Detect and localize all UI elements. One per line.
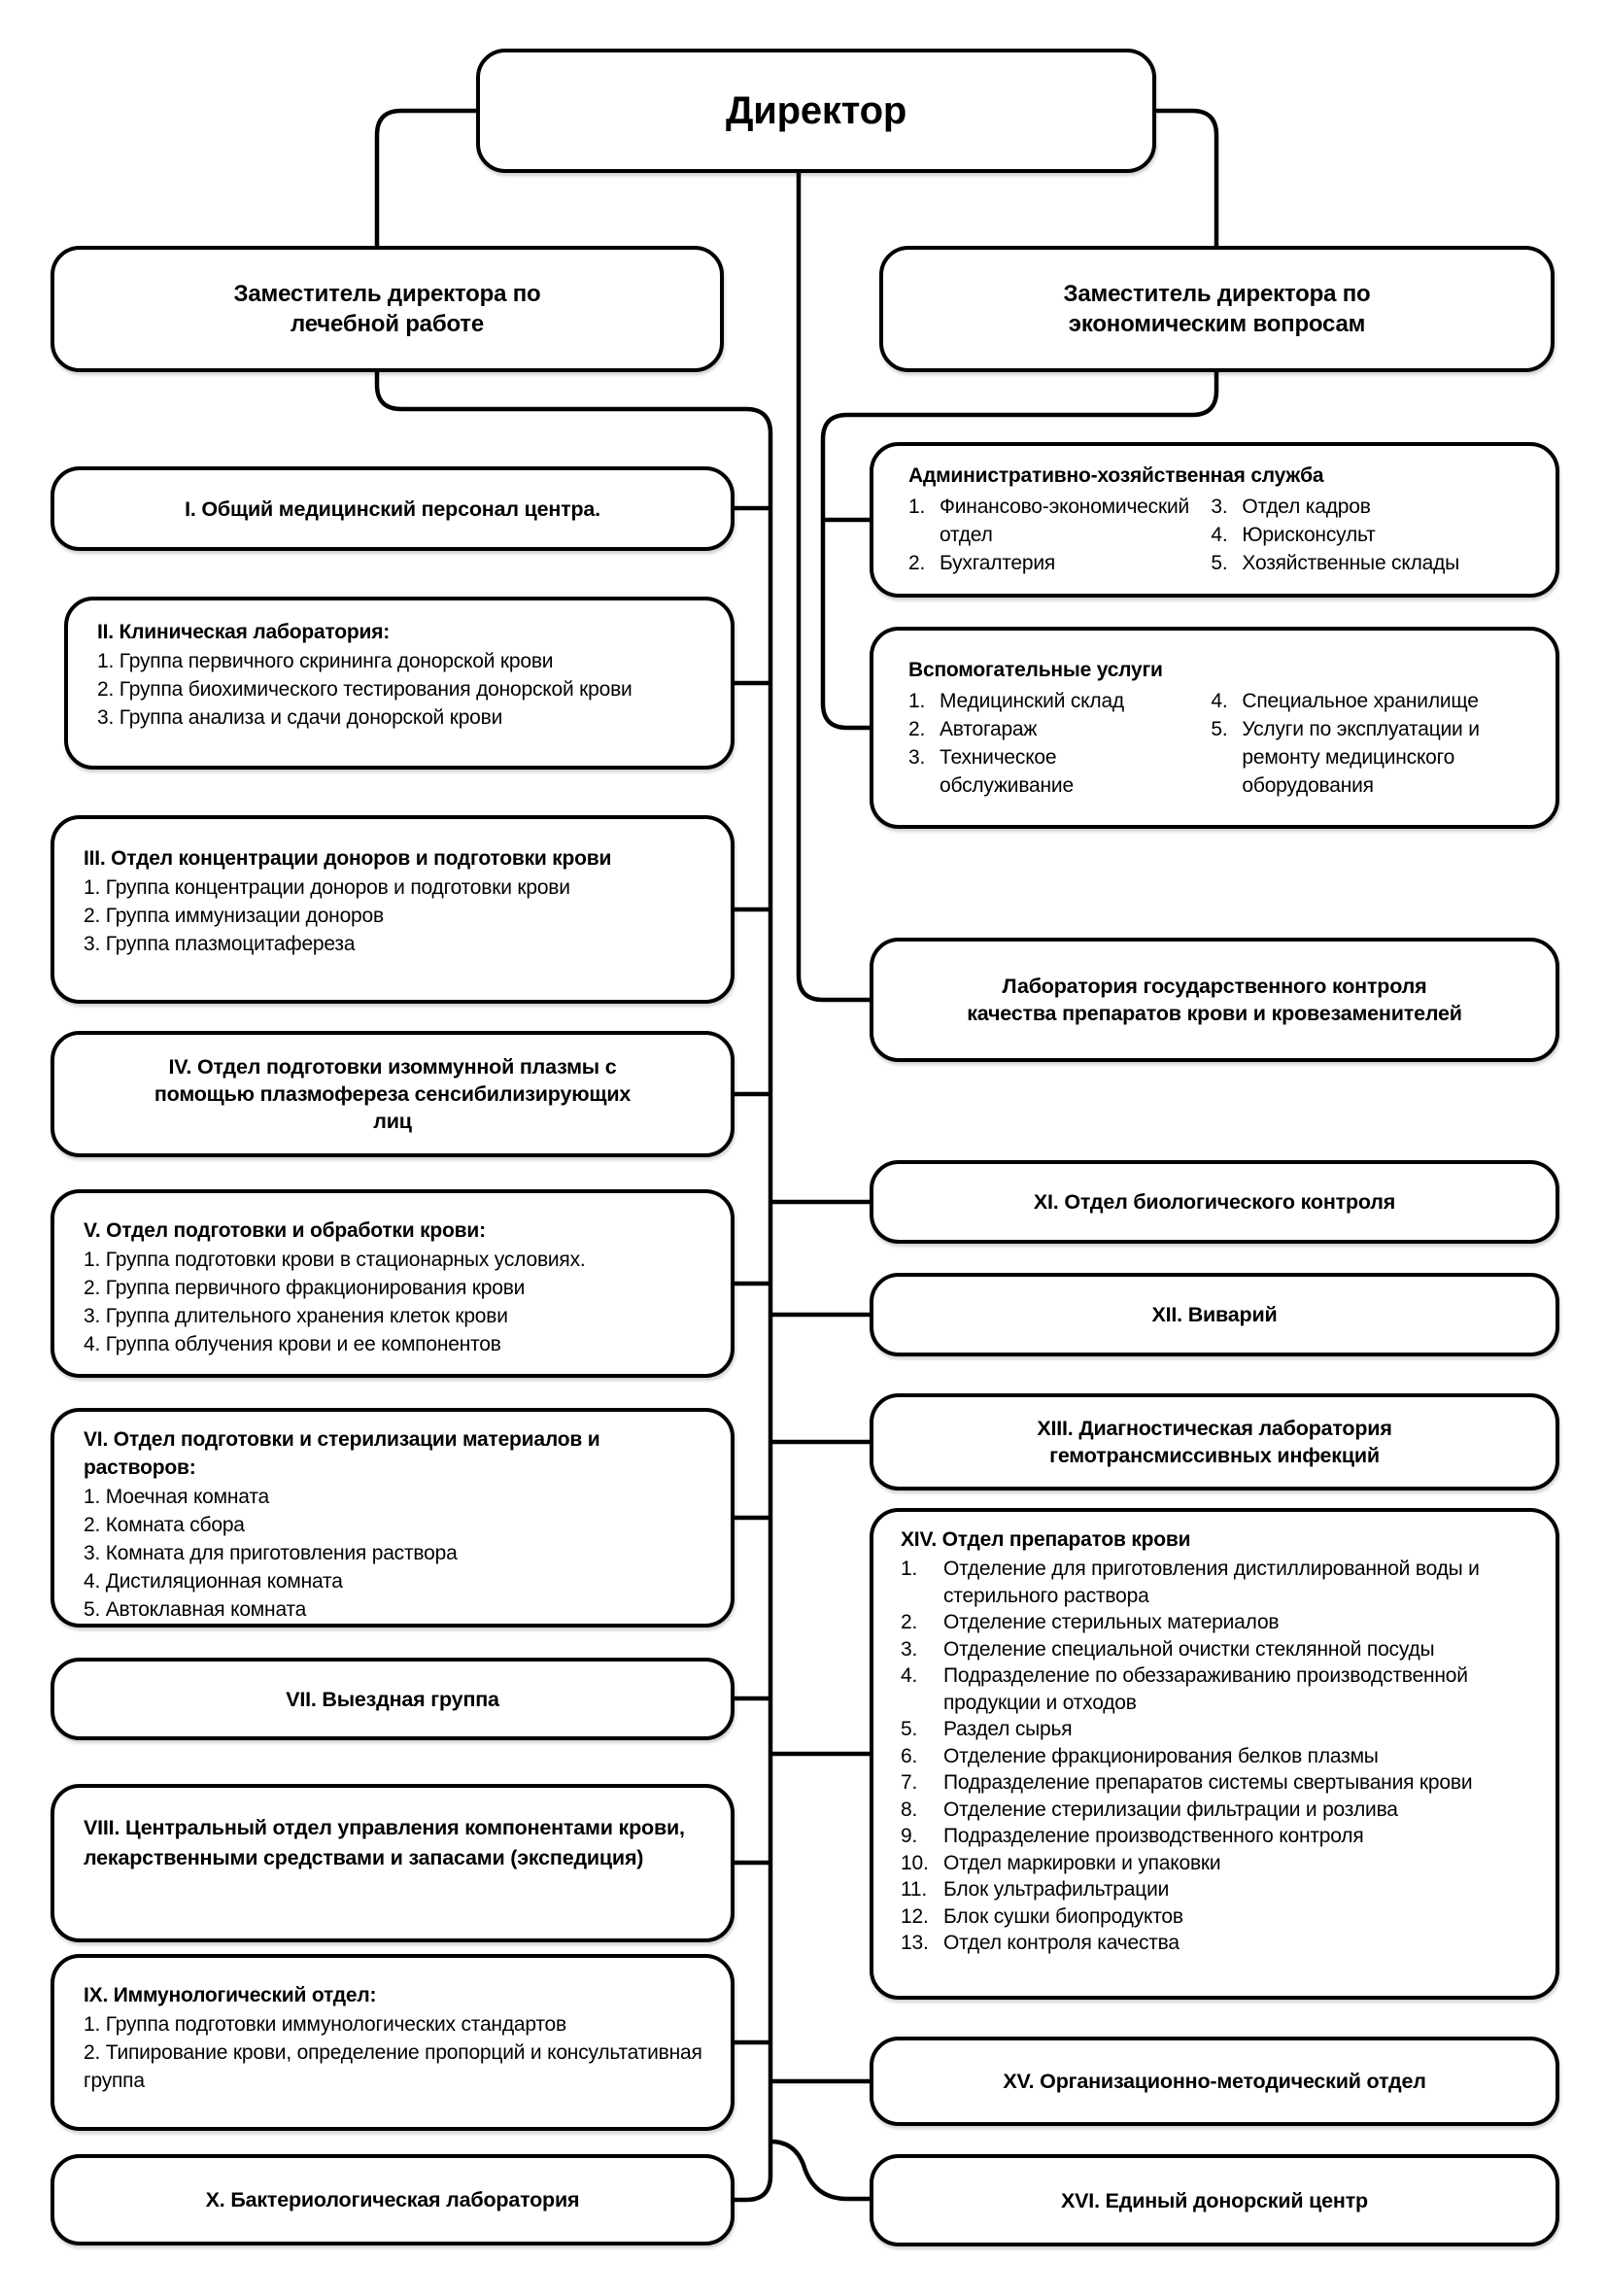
node-v: [51, 1189, 735, 1378]
node-x: [51, 2154, 735, 2245]
list-item: 3. Техническое обслуживание: [908, 746, 1074, 797]
connector-director-to-economic-deputy: [1156, 111, 1216, 247]
node-state-control-lab-title: Лаборатория государственного контроля качества препаратов крови и кровезаменителей: [967, 975, 1462, 1025]
list-item: 10. Отдел маркировки и упаковки: [901, 1851, 1221, 1874]
node-xii-title: XII. Виварий: [1151, 1303, 1278, 1326]
node-admin-service-title: Административно-хозяйственная служба: [908, 464, 1324, 487]
node-xi: [870, 1160, 1559, 1244]
node-vi: [51, 1408, 735, 1628]
list-item: 3. Отдел кадров: [1211, 496, 1371, 518]
node-xv: [870, 2037, 1559, 2126]
list-item: 3. Комната для приготовления раствора: [84, 1542, 458, 1564]
list-item: 4. Специальное хранилище: [1211, 690, 1479, 712]
node-i-title: I. Общий медицинский персонал центра.: [185, 497, 600, 521]
connector-director-to-medical-deputy: [377, 111, 476, 247]
node-x-title: X. Бактериологическая лаборатория: [205, 2188, 580, 2211]
node-v-title: V. Отдел подготовки и обработки крови:: [84, 1219, 486, 1242]
list-item: 2. Группа иммунизации доноров: [84, 905, 384, 927]
list-item: 6. Отделение фракционирования белков плазмы: [901, 1744, 1379, 1767]
node-vi-title: VI. Отдел подготовки и стерилизации материалов и растворов:: [84, 1428, 600, 1479]
node-i: [51, 466, 735, 551]
node-viii: [51, 1784, 735, 1942]
list-item: 5. Автоклавная комната: [84, 1598, 307, 1621]
list-item: 1. Группа первичного скрининга донорской крови: [97, 650, 554, 672]
list-item: 11. Блок ультрафильтрации: [901, 1878, 1170, 1901]
list-item: 9. Подразделение производственного контроля: [901, 1825, 1364, 1847]
node-deputy-economic-label: Заместитель директора по экономическим вопросам: [1063, 281, 1371, 337]
node-xvi-title: XVI. Единый донорский центр: [1061, 2188, 1368, 2212]
node-director: [476, 49, 1156, 173]
list-item: 2. Комната сбора: [84, 1514, 245, 1536]
node-iv-title: IV. Отдел подготовки изоммунной плазмы с помощью плазмофереза сенсибилизирующих лиц: [154, 1055, 632, 1133]
list-item: 4. Юрисконсульт: [1211, 524, 1376, 546]
node-xiv-title: XIV. Отдел препаратов крови: [901, 1528, 1191, 1551]
list-item: 8. Отделение стерилизации фильтрации и розлива: [901, 1798, 1398, 1821]
list-item: 1. Группа подготовки иммунологических стандартов: [84, 2013, 566, 2036]
node-ix: [51, 1954, 735, 2131]
node-xvi: [870, 2154, 1559, 2246]
node-deputy-medical: [51, 246, 724, 372]
node-iv: [51, 1031, 735, 1157]
node-ix-title: IX. Иммунологический отдел:: [84, 1984, 377, 2006]
list-item: 1. Группа концентрации доноров и подготовки крови: [84, 876, 570, 899]
list-item: 1. Группа подготовки крови в стационарных условиях.: [84, 1249, 586, 1271]
list-item: 5. Раздел сырья: [901, 1718, 1073, 1740]
node-deputy-medical-label: Заместитель директора по лечебной работе: [233, 281, 541, 337]
node-xv-title: XV. Организационно-методический отдел: [1003, 2070, 1426, 2093]
node-vii: [51, 1658, 735, 1740]
list-item: 2. Группа биохимического тестирования донорской крови: [97, 678, 633, 701]
list-item: 5. Хозяйственные склады: [1211, 552, 1460, 574]
node-admin-service: [870, 442, 1559, 598]
list-item: 4. Дистиляционная комната: [84, 1570, 343, 1593]
list-item: 1. Моечная комната: [84, 1486, 269, 1508]
connector-director-trunk-to-state-lab: [799, 173, 873, 1000]
node-vii-title: VII. Выездная группа: [286, 1687, 499, 1711]
list-item: 1. Финансово-экономический отдел: [908, 496, 1190, 546]
node-iii: [51, 815, 735, 1004]
list-item: 4. Группа облучения крови и ее компонентов: [84, 1333, 501, 1355]
list-item: 3. Группа плазмоцитафереза: [84, 933, 356, 955]
node-ii: [64, 597, 735, 770]
list-item: 2. Отделение стерильных материалов: [901, 1611, 1280, 1633]
node-iii-title: III. Отдел концентрации доноров и подготовки крови: [84, 847, 612, 870]
list-item: 12. Блок сушки биопродуктов: [901, 1904, 1183, 1928]
list-item: 5. Услуги по эксплуатации и ремонту медицинского оборудования: [1211, 718, 1480, 797]
list-item: 1. Отделение для приготовления дистиллированной воды и стерильного раствора: [901, 1558, 1480, 1607]
list-item: 13. Отдел контроля качества: [901, 1932, 1180, 1954]
list-item: 3. Отделение специальной очистки стеклянной посуды: [901, 1637, 1435, 1661]
node-xiv: [870, 1508, 1559, 2000]
node-support-services-title: Вспомогательные услуги: [908, 659, 1163, 681]
node-xii: [870, 1273, 1559, 1356]
list-item: 2. Типирование крови, определение пропорций и консультативная группа: [84, 2041, 702, 2092]
node-state-control-lab: [870, 938, 1559, 1062]
node-ii-title: II. Клиническая лаборатория:: [97, 621, 391, 643]
list-item: 1. Медицинский склад: [908, 690, 1124, 712]
node-xiii: [870, 1393, 1559, 1491]
list-item: 2. Автогараж: [908, 718, 1038, 740]
connector-curve-xvi: [770, 2142, 873, 2199]
node-viii-title: VIII. Центральный отдел управления компонентами крови, лекарственными средствами и запасами (экспедиция): [84, 1816, 685, 1869]
list-item: 2. Группа первичного фракционирования крови: [84, 1277, 526, 1299]
list-item: 3. Группа анализа и сдачи донорской крови: [97, 706, 503, 729]
node-support-services: [870, 627, 1559, 829]
list-item: 3. Группа длительного хранения клеток крови: [84, 1305, 508, 1327]
list-item: 2. Бухгалтерия: [908, 552, 1056, 574]
node-deputy-economic: [879, 246, 1555, 372]
node-xi-title: XI. Отдел биологического контроля: [1033, 1190, 1396, 1214]
list-item: 7. Подразделение препаратов системы свертывания крови: [901, 1771, 1473, 1794]
list-item: 4. Подразделение по обеззараживанию производственной продукции и отходов: [901, 1664, 1468, 1714]
node-xiii-title: XIII. Диагностическая лаборатория гемотрансмиссивных инфекций: [1037, 1417, 1392, 1467]
node-director-label: Директор: [725, 89, 907, 132]
